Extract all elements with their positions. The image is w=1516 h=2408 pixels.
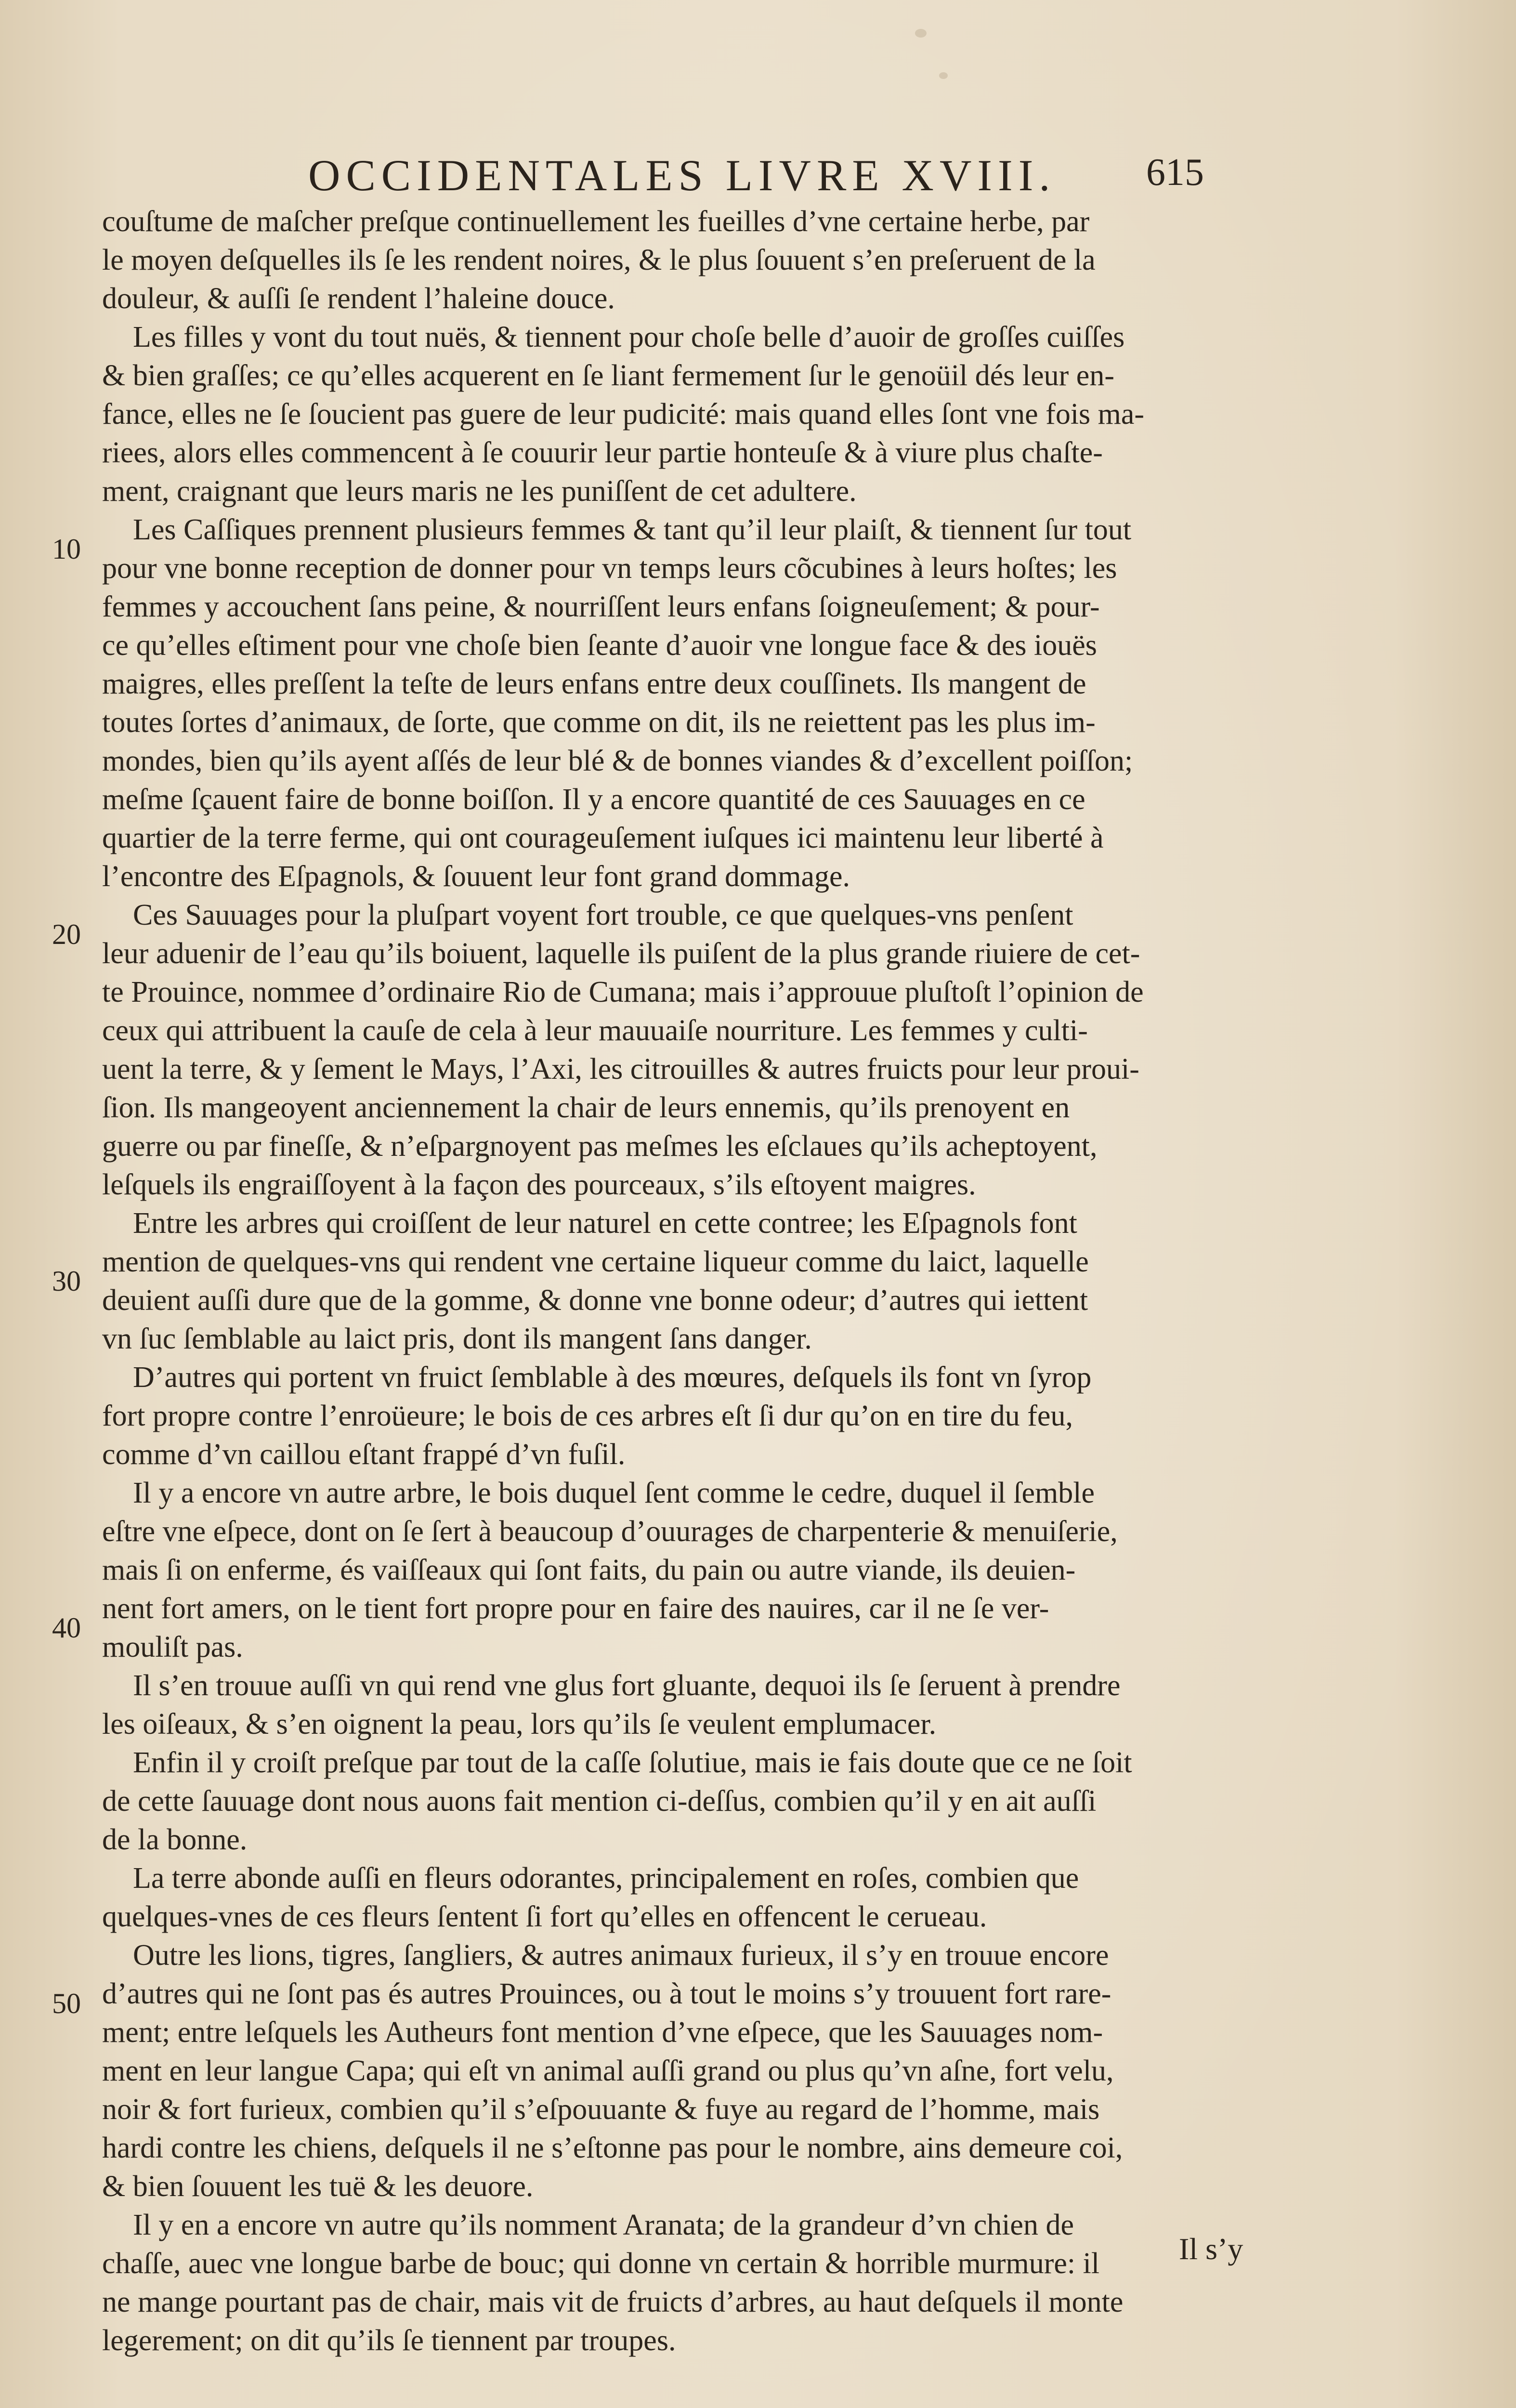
text-line: uent la terre, & y ſement le Mays, l’Axi, les citrouilles & autres fruicts pour leur proui- xyxy=(102,1053,1139,1086)
text-line: mention de quelques-vns qui rendent vne certaine liqueur comme du laict, laquelle xyxy=(102,1245,1089,1278)
text-line: vn ſuc ſemblable au laict pris, dont ils mangent ſans danger. xyxy=(102,1322,812,1355)
text-line: & bien graſſes; ce qu’elles acquerent en ſe liant fermement ſur le genoüil dés leur en- xyxy=(102,359,1114,392)
paragraph-start-line: D’autres qui portent vn fruict ſemblable à des mœures, deſquels ils font vn ſyrop xyxy=(133,1361,1092,1394)
text-line: chaſſe, auec vne longue barbe de bouc; qui donne vn certain & horrible murmure: il xyxy=(102,2247,1100,2280)
text-line: mouliſt pas. xyxy=(102,1631,243,1663)
text-line: femmes y accouchent ſans peine, & nourriſſent leurs enfans ſoigneuſement; & pour- xyxy=(102,590,1100,623)
ink-spot xyxy=(915,29,927,38)
text-line: te Prouince, nommee d’ordinaire Rio de Cumana; mais i’approuue pluſtoſt l’opinion de xyxy=(102,976,1144,1008)
running-title: OCCIDENTALES LIVRE XVIII. xyxy=(308,151,1056,200)
text-line: mais ſi on enferme, és vaiſſeaux qui ſont faits, du pain ou autre viande, ils deuien- xyxy=(102,1554,1076,1586)
text-line: comme d’vn caillou eſtant frappé d’vn fuſil. xyxy=(102,1438,626,1471)
text-line: toutes ſortes d’animaux, de ſorte, que comme on dit, ils ne reiettent pas les plus im- xyxy=(102,706,1096,739)
text-line: & bien ſouuent les tuë & les deuore. xyxy=(102,2170,534,2203)
text-line: ment; entre leſquels les Autheurs font mention d’vne eſpece, que les Sauuages nom- xyxy=(102,2016,1103,2049)
margin-line-number: 30 xyxy=(52,1265,81,1297)
text-line: douleur, & auſſi ſe rendent l’haleine douce. xyxy=(102,282,615,315)
text-line: hardi contre les chiens, deſquels il ne s’eſtonne pas pour le nombre, ains demeure coi, xyxy=(102,2132,1123,2164)
text-line: ment, craignant que leurs maris ne les puniſſent de cet adultere. xyxy=(102,475,857,508)
ink-spot xyxy=(939,72,948,79)
text-line: guerre ou par fineſſe, & n’eſpargnoyent pas meſmes les eſclaues qu’ils acheptoyent, xyxy=(102,1130,1098,1163)
text-line: deuient auſſi dure que de la gomme, & donne vne bonne odeur; d’autres qui iettent xyxy=(102,1284,1088,1317)
margin-line-number: 10 xyxy=(52,533,81,565)
text-line: l’encontre des Eſpagnols, & ſouuent leur font grand dommage. xyxy=(102,860,850,893)
text-line: ment en leur langue Capa; qui eſt vn animal auſſi grand ou plus qu’vn aſne, fort velu, xyxy=(102,2055,1114,2087)
body-text xyxy=(102,202,1243,2360)
text-line: nent fort amers, on le tient fort propre pour en faire des nauires, car il ne ſe ver- xyxy=(102,1592,1049,1625)
text-line: leſquels ils engraiſſoyent à la façon des pourceaux, s’ils eſtoyent maigres. xyxy=(102,1168,976,1201)
text-line: mondes, bien qu’ils ayent aſſés de leur blé & de bonnes viandes & d’excellent poiſſon; xyxy=(102,745,1133,777)
text-line: ſion. Ils mangeoyent anciennement la chair de leurs ennemis, qu’ils prenoyent en xyxy=(102,1091,1070,1124)
text-line: eſtre vne eſpece, dont on ſe ſert à beaucoup d’ouurages de charpenterie & menuiſerie, xyxy=(102,1515,1118,1548)
text-line: le moyen deſquelles ils ſe les rendent noires, & le plus ſouuent s’en preſeruent de la xyxy=(102,244,1096,276)
paragraph-start-line: Outre les lions, tigres, ſangliers, & autres animaux furieux, il s’y en trouue encore xyxy=(133,1939,1109,1972)
margin-line-number: 50 xyxy=(52,1988,81,2019)
text-line: meſme ſçauent faire de bonne boiſſon. Il y a encore quantité de ces Sauuages en ce xyxy=(102,783,1085,816)
text-line: de la bonne. xyxy=(102,1823,248,1856)
text-line: legerement; on dit qu’ils ſe tiennent par troupes. xyxy=(102,2324,676,2357)
paragraph-start-line: Il s’en trouue auſſi vn qui rend vne glus fort gluante, dequoi ils ſe ſeruent à prendre xyxy=(133,1669,1121,1702)
text-line: noir & fort furieux, combien qu’il s’eſpouuante & fuye au regard de l’homme, mais xyxy=(102,2093,1100,2126)
paragraph-start-line: Entre les arbres qui croiſſent de leur naturel en cette contree; les Eſpagnols font xyxy=(133,1207,1077,1240)
paragraph-start-line: Les filles y vont du tout nuës, & tiennent pour choſe belle d’auoir de groſſes cuiſſes xyxy=(133,321,1125,353)
paragraph-start-line: La terre abonde auſſi en fleurs odorantes, principalement en roſes, combien que xyxy=(133,1862,1079,1895)
paragraph-start-line: Il y en a encore vn autre qu’ils nomment Aranata; de la grandeur d’vn chien de xyxy=(133,2209,1074,2241)
text-line: d’autres qui ne ſont pas és autres Prouinces, ou à tout le moins s’y trouuent fort rare- xyxy=(102,1977,1111,2010)
text-line: pour vne bonne reception de donner pour vn temps leurs cõcubines à leurs hoſtes; les xyxy=(102,552,1117,585)
text-line: les oiſeaux, & s’en oignent la peau, lors qu’ils ſe veulent emplumacer. xyxy=(102,1708,937,1741)
text-line: maigres, elles preſſent la teſte de leurs enfans entre deux couſſinets. Ils mangent de xyxy=(102,667,1086,700)
text-line: fance, elles ne ſe ſoucient pas guere de leur pudicité: mais quand elles ſont vne fois ma- xyxy=(102,398,1145,431)
margin-line-number: 40 xyxy=(52,1612,81,1644)
text-line: leur aduenir de l’eau qu’ils boiuent, laquelle ils puiſent de la plus grande riuiere de cet- xyxy=(102,937,1140,970)
text-line: riees, alors elles commencent à ſe couurir leur partie honteuſe & à viure plus chaſte- xyxy=(102,436,1103,469)
paragraph-start-line: Enfin il y croiſt preſque par tout de la caſſe ſolutiue, mais ie fais doute que ce ne ſoit xyxy=(133,1746,1132,1779)
text-line: de cette ſauuage dont nous auons fait mention ci-deſſus, combien qu’il y en ait auſſi xyxy=(102,1785,1097,1818)
text-line: ne mange pourtant pas de chair, mais vit de fruicts d’arbres, au haut deſquels il monte xyxy=(102,2286,1124,2318)
paragraph-start-line: Les Caſſiques prennent plusieurs femmes & tant qu’il leur plaiſt, & tiennent ſur tout xyxy=(133,513,1132,546)
text-line: ce qu’elles eſtiment pour vne choſe bien ſeante d’auoir vne longue face & des iouës xyxy=(102,629,1097,662)
text-line: ceux qui attribuent la cauſe de cela à leur mauuaiſe nourriture. Les femmes y culti- xyxy=(102,1014,1088,1047)
paragraph-start-line: Il y a encore vn autre arbre, le bois duquel ſent comme le cedre, duquel il ſemble xyxy=(133,1477,1095,1509)
page-number: 615 xyxy=(1146,151,1204,194)
text-line: quelques-vnes de ces fleurs ſentent ſi fort qu’elles en offencent le cerueau. xyxy=(102,1900,987,1933)
text-line: quartier de la terre ferme, qui ont courageuſement iuſques ici maintenu leur liberté à xyxy=(102,822,1104,854)
paragraph-start-line: Ces Sauuages pour la pluſpart voyent fort trouble, ce que quelques-vns penſent xyxy=(133,899,1073,931)
text-line: fort propre contre l’enroüeure; le bois de ces arbres eſt ſi dur qu’on en tire du feu, xyxy=(102,1400,1073,1432)
text-line: couſtume de maſcher preſque continuellement les fueilles d’vne certaine herbe, par xyxy=(102,205,1090,238)
catchword: Il s’y xyxy=(1179,2232,1243,2266)
margin-line-number: 20 xyxy=(52,918,81,950)
